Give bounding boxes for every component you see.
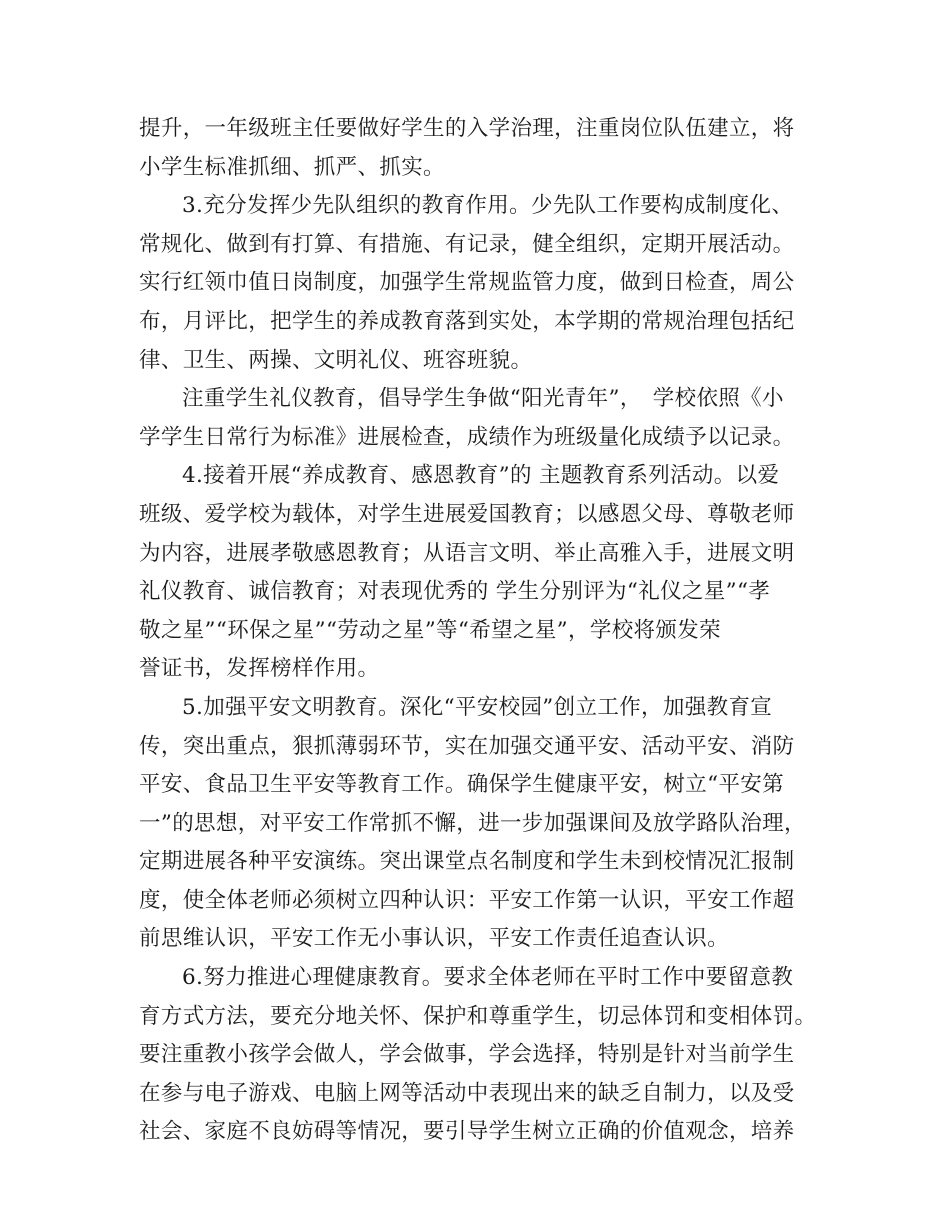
- text-line: 布，月评比，把学生的养成教育落到实处，本学期的常规治理包括纪: [139, 308, 795, 334]
- text-line: 礼仪教育、诚信教育；对表现优秀的 学生分别评为“礼仪之星”“孝: [139, 579, 771, 605]
- text-line: 为内容，进展孝敬感恩教育；从语言文明、举止高雅入手，进展文明: [139, 540, 795, 566]
- text-line: 在参与电子游戏、电脑上网等活动中表现出来的缺乏自制力，以及受: [139, 1080, 795, 1106]
- paragraph-first-line: 3.充分发挥少先队组织的教育作用。少先队工作要构成制度化、: [182, 193, 794, 219]
- paragraph-first-line: 5.加强平安文明教育。深化“平安校园”创立工作，加强教育宣: [182, 694, 773, 720]
- text-line: 定期进展各种平安演练。突出课堂点名制度和学生未到校情况汇报制: [139, 849, 795, 875]
- text-line: 传，突出重点，狠抓薄弱环节，实在加强交通平安、活动平安、消防: [139, 733, 795, 759]
- text-line: 律、卫生、两操、文明礼仪、班容班貌。: [139, 347, 533, 373]
- document-body: [139, 110, 819, 1152]
- text-line: 前思维认识，平安工作无小事认识，平安工作责任追查认识。: [139, 926, 729, 952]
- text-line: 誉证书，发挥榜样作用。: [139, 656, 380, 682]
- text-line: 学学生日常行为标准》进展检查，成绩作为班级量化成绩予以记录。: [139, 424, 795, 450]
- text-line: 要注重教小孩学会做人，学会做事，学会选择，特别是针对当前学生: [139, 1042, 795, 1068]
- text-line: 平安、食品卫生平安等教育工作。确保学生健康平安，树立“平安第: [139, 772, 784, 798]
- text-line: 提升，一年级班主任要做好学生的入学治理，注重岗位队伍建立，将: [139, 116, 795, 141]
- text-line: 小学生标准抓细、抓严、抓实。: [139, 154, 445, 180]
- text-line: 度，使全体老师必须树立四种认识：平安工作第一认识，平安工作超: [139, 887, 795, 913]
- paragraph-first-line: 4.接着开展“养成教育、感恩教育”的 主题教育系列活动。以爱: [182, 463, 780, 489]
- text-line: 班级、爱学校为载体，对学生进展爱国教育；以感恩父母、尊敬老师: [139, 501, 795, 527]
- text-line: 敬之星”“环保之星”“劳动之星”等“希望之星”，学校将颁发荣: [139, 617, 721, 643]
- text-line: 实行红领巾值日岗制度，加强学生常规监管力度，做到日检查，周公: [139, 270, 795, 296]
- text-line: 社会、家庭不良妨碍等情况，要引导学生树立正确的价值观念，培养: [139, 1119, 795, 1145]
- paragraph-first-line: 6.努力推进心理健康教育。要求全体老师在平时工作中要留意教: [182, 965, 794, 991]
- text-line: 育方式方法，要充分地关怀、保护和尊重学生，切忌体罚和变相体罚。: [139, 1003, 817, 1029]
- paragraph-first-line: 注重学生礼仪教育，倡导学生争做“阳光青年”， 学校依照《小: [182, 386, 784, 412]
- text-line: 常规化、做到有打算、有措施、有记录，健全组织，定期开展活动。: [139, 231, 795, 257]
- text-line: 一”的思想，对平安工作常抓不懈，进一步加强课间及放学路队治理，: [139, 810, 806, 836]
